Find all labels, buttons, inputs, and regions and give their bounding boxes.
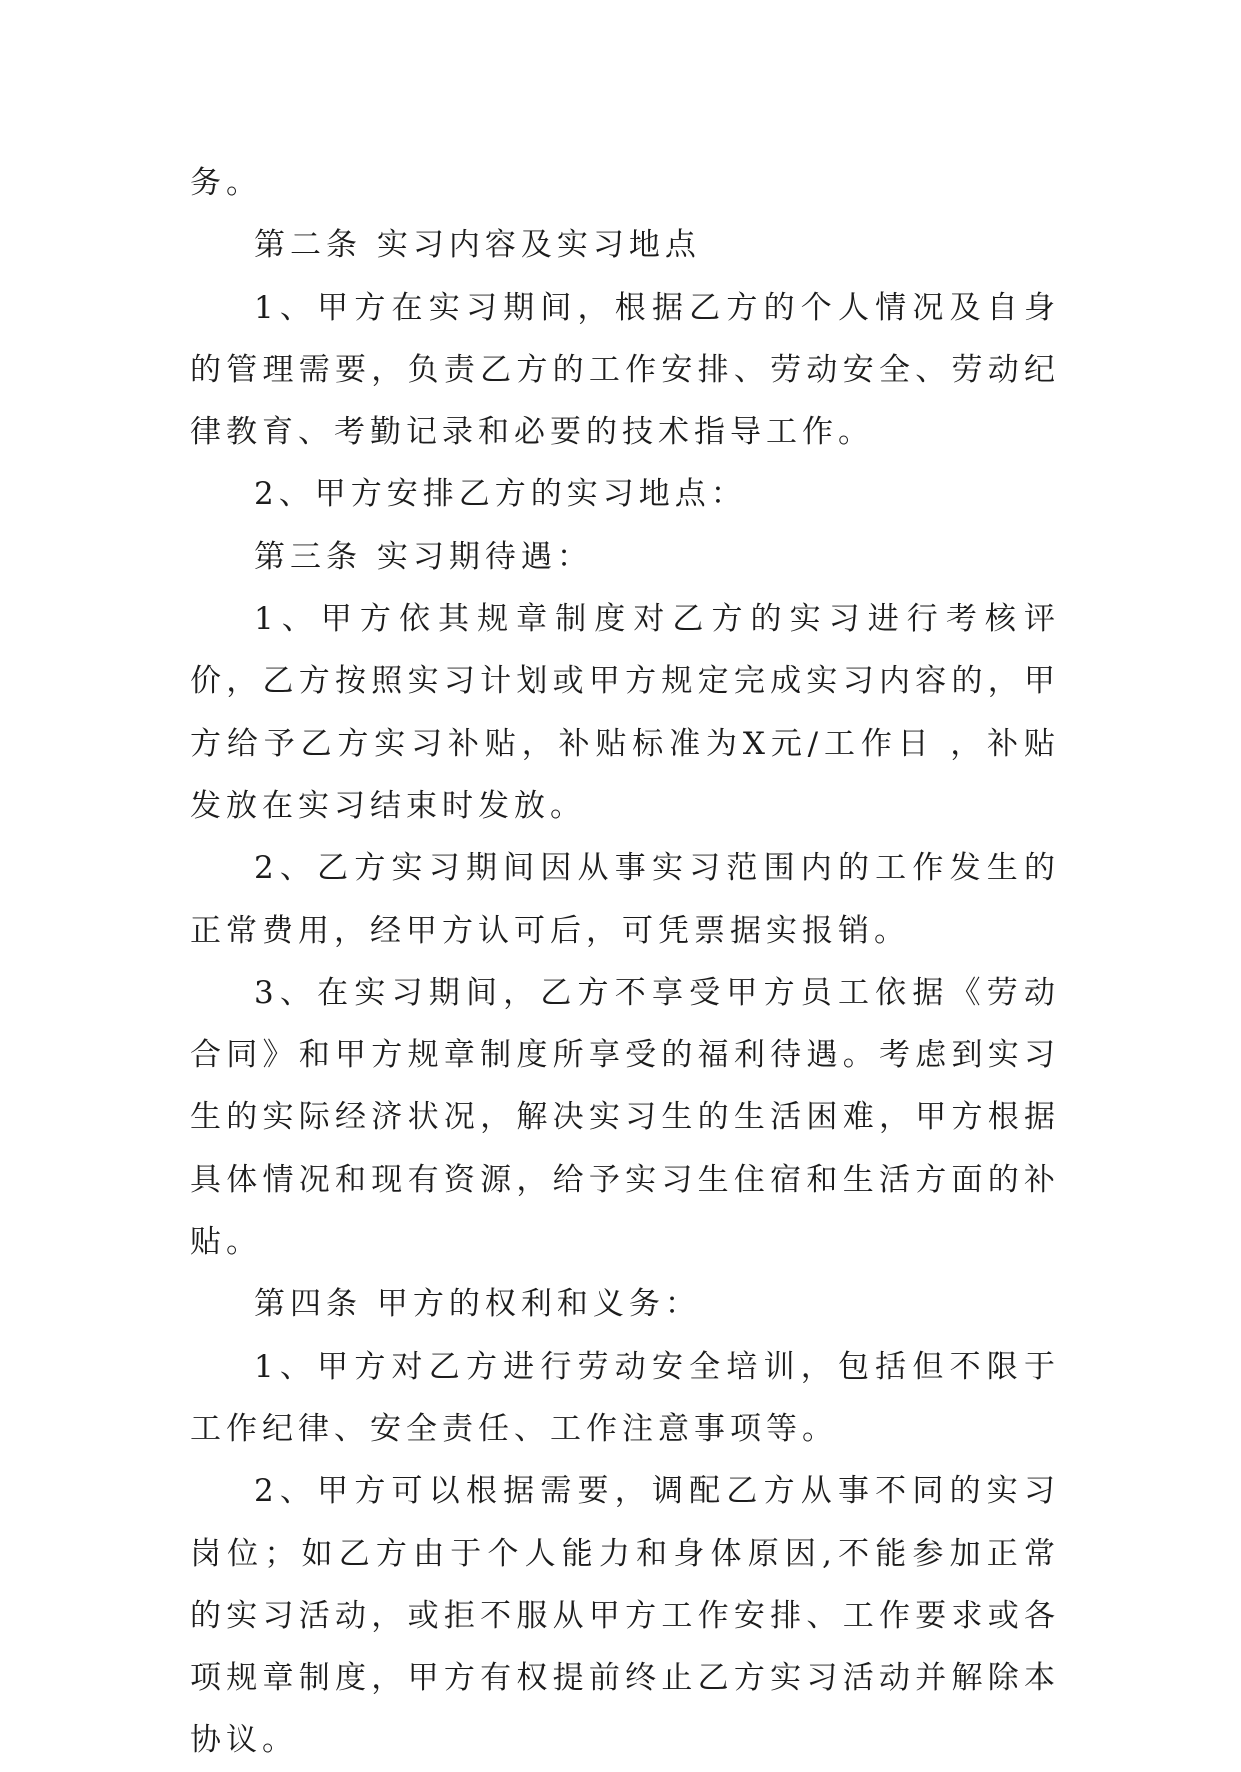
paragraph-continuation: 务。 xyxy=(190,165,262,201)
paragraph-3-3: 3、在实习期间，乙方不享受甲方员工依据《劳动合同》和甲方规章制度所享受的福利待遇。考虑到实习生的实际经济状况，解决实习生的生活困难，甲方根据具体情况和现有资源，给予实习生住宿和生活方面的补贴。 xyxy=(190,974,1060,1261)
article-2-heading: 第二条 实习内容及实习地点 xyxy=(254,227,701,264)
paragraph-3-2: 2、乙方实习期间因从事实习范围内的工作发生的正常费用，经甲方认可后，可凭票据实报销。 xyxy=(190,850,1060,949)
article-4-heading: 第四条 甲方的权利和义务： xyxy=(254,1286,701,1323)
document-body xyxy=(190,152,1060,1772)
article-3-heading: 第三条 实习期待遇： xyxy=(254,538,593,575)
paragraph-4-1: 1、甲方对乙方进行劳动安全培训，包括但不限于工作纪律、安全责任、工作注意事项等。 xyxy=(190,1348,1060,1447)
paragraph-2-2: 2、甲方安排乙方的实习地点： xyxy=(254,476,747,513)
paragraph-4-2: 2、甲方可以根据需要，调配乙方从事不同的实习岗位；如乙方由于个人能力和身体原因,不能参加正常的实习活动，或拒不服从甲方工作安排、工作要求或各项规章制度，甲方有权提前终止乙方实习活动并解除本协议。 xyxy=(190,1473,1060,1759)
paragraph-2-1: 1、甲方在实习期间，根据乙方的个人情况及自身的管理需要，负责乙方的工作安排、劳动安全、劳动纪律教育、考勤记录和必要的技术指导工作。 xyxy=(190,289,1060,451)
paragraph-3-1: 1、甲方依其规章制度对乙方的实习进行考核评价，乙方按照实习计划或甲方规定完成实习内容的，甲方给予乙方实习补贴，补贴标准为X元/工作日 ，补贴发放在实习结束时发放。 xyxy=(190,601,1060,824)
